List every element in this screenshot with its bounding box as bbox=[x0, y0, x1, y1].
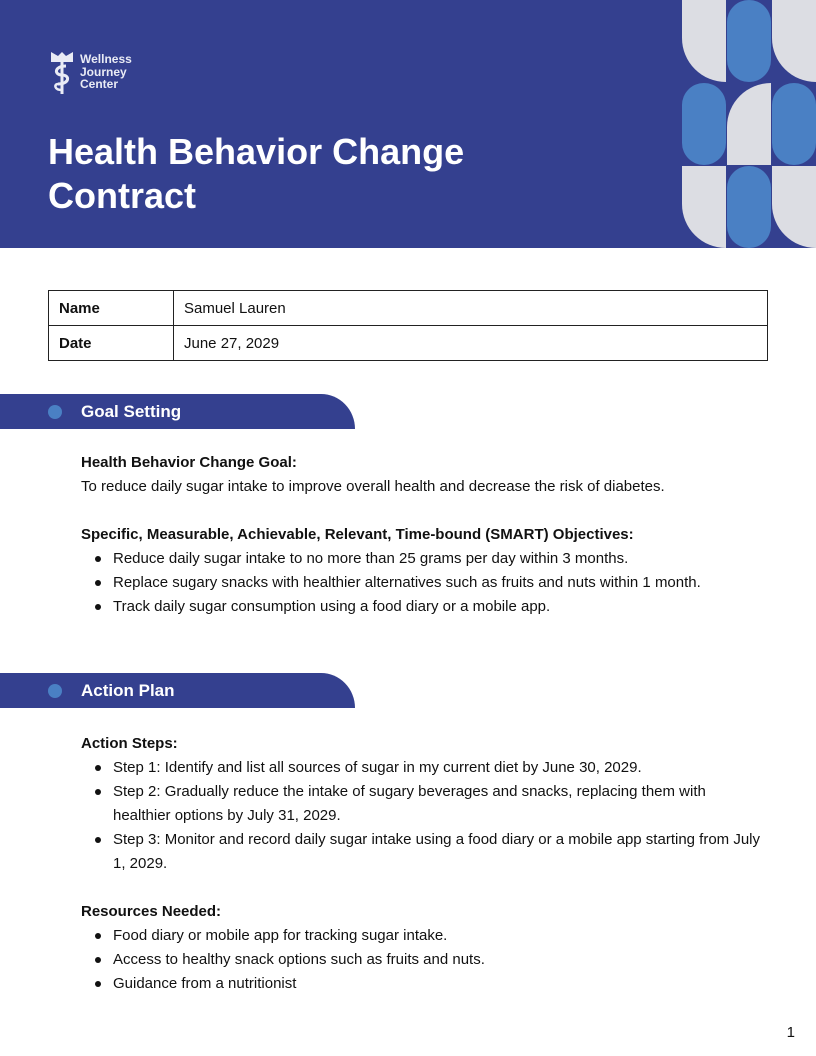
list-item: Step 3: Monitor and record daily sugar intake using a food diary or a mobile app starting from July 1, 2029. bbox=[81, 828, 761, 876]
list-item: Food diary or mobile app for tracking sugar intake. bbox=[81, 924, 761, 948]
brand-name bbox=[80, 53, 132, 91]
bullet-dot-icon bbox=[48, 405, 62, 419]
page-number: 1 bbox=[786, 1024, 795, 1041]
list-item: Reduce daily sugar intake to no more than 25 grams per day within 3 months. bbox=[81, 547, 761, 571]
brand-logo bbox=[50, 48, 132, 96]
brand-name-line: Wellness bbox=[80, 52, 132, 66]
brand-name-line: Center bbox=[80, 77, 119, 91]
list-item: Guidance from a nutritionist bbox=[81, 972, 761, 996]
name-label: Name bbox=[49, 291, 174, 326]
brand-name-line: Journey bbox=[80, 64, 127, 79]
steps-list bbox=[81, 756, 761, 876]
bullet-dot-icon bbox=[48, 684, 62, 698]
list-item: Replace sugary snacks with healthier alternatives such as fruits and nuts within 1 month. bbox=[81, 571, 761, 595]
header-banner bbox=[0, 0, 816, 248]
goal-setting-content bbox=[81, 451, 761, 619]
date-label: Date bbox=[49, 326, 174, 361]
list-item: Step 1: Identify and list all sources of sugar in my current diet by June 30, 2029. bbox=[81, 756, 761, 780]
action-plan-content bbox=[81, 732, 761, 996]
section-header-goal-setting bbox=[0, 394, 355, 429]
date-value: June 27, 2029 bbox=[174, 326, 768, 361]
name-value: Samuel Lauren bbox=[174, 291, 768, 326]
list-item: Track daily sugar consumption using a food diary or a mobile app. bbox=[81, 595, 761, 619]
list-item: Step 2: Gradually reduce the intake of sugary beverages and snacks, replacing them with healthier options by July 31, 2029. bbox=[81, 780, 761, 828]
caduceus-icon bbox=[50, 48, 74, 96]
table-row bbox=[49, 326, 768, 361]
resources-list bbox=[81, 924, 761, 996]
section-header-action-plan bbox=[0, 673, 355, 708]
contract-info-table bbox=[48, 290, 768, 361]
table-row bbox=[49, 291, 768, 326]
objectives-list bbox=[81, 547, 761, 619]
smart-heading: Specific, Measurable, Achievable, Relevant, Time-bound (SMART) Objectives: bbox=[81, 526, 634, 543]
goal-text: To reduce daily sugar intake to improve overall health and decrease the risk of diabetes. bbox=[81, 478, 665, 495]
resources-heading: Resources Needed: bbox=[81, 903, 222, 920]
goal-heading: Health Behavior Change Goal: bbox=[81, 454, 297, 471]
steps-heading: Action Steps: bbox=[81, 735, 178, 752]
section-title: Goal Setting bbox=[81, 401, 182, 421]
section-title: Action Plan bbox=[81, 680, 175, 700]
decorative-pattern bbox=[682, 0, 816, 248]
page-title: Health Behavior Change Contract bbox=[48, 131, 465, 216]
list-item: Access to healthy snack options such as fruits and nuts. bbox=[81, 948, 761, 972]
